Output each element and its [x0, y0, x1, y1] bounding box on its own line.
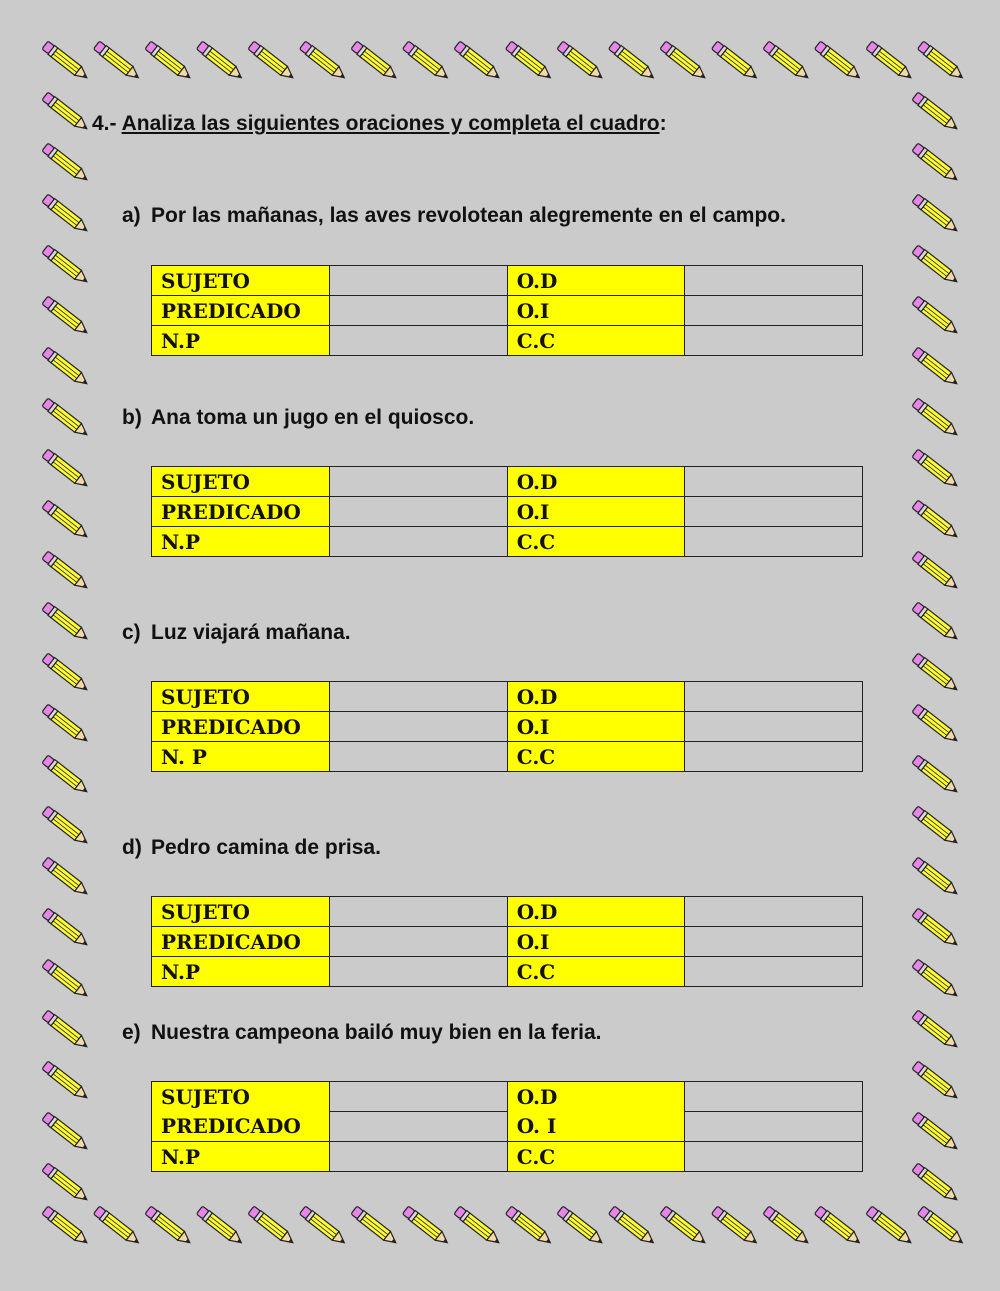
- analysis-table-b: [151, 466, 863, 557]
- label-np: N.P: [152, 527, 330, 557]
- analysis-table-e: [151, 1081, 863, 1172]
- pencil-icon: [912, 551, 961, 592]
- pencil-icon: [912, 1061, 961, 1102]
- label-oi: O.I: [507, 712, 684, 742]
- answer-cell-sujeto[interactable]: [329, 1082, 507, 1112]
- pencil-icon: [912, 296, 961, 337]
- pencil-icon: [912, 1112, 961, 1153]
- pencil-icon: [42, 92, 91, 133]
- pencil-icon: [866, 41, 915, 82]
- pencil-icon: [912, 1163, 961, 1204]
- label-predicado: PREDICADO: [152, 712, 330, 742]
- question-letter: e): [122, 1021, 141, 1044]
- pencil-icon: [196, 41, 245, 82]
- question-sentence: Pedro camina de prisa.: [151, 836, 381, 859]
- label-od: O.D: [507, 682, 684, 712]
- label-predicado: PREDICADO: [152, 497, 330, 527]
- pencil-icon: [912, 500, 961, 541]
- label-cc: C.C: [507, 1142, 684, 1172]
- answer-cell-predicado[interactable]: [329, 712, 507, 742]
- answer-cell-cc[interactable]: [685, 742, 863, 772]
- exercise-colon: :: [659, 112, 667, 135]
- pencil-icon: [763, 1206, 812, 1247]
- label-od: O.D: [507, 266, 684, 296]
- analysis-table-d: [151, 896, 863, 987]
- label-oi: O. I: [507, 1112, 684, 1142]
- pencil-icon: [912, 653, 961, 694]
- answer-cell-sujeto[interactable]: [329, 266, 507, 296]
- pencil-icon: [42, 347, 91, 388]
- pencil-icon: [763, 41, 812, 82]
- pencil-icon: [912, 92, 961, 133]
- label-oi: O.I: [507, 497, 684, 527]
- answer-cell-cc[interactable]: [685, 527, 863, 557]
- pencil-icon: [505, 41, 554, 82]
- pencil-icon: [912, 1010, 961, 1051]
- pencil-icon: [557, 1206, 606, 1247]
- pencil-icon: [351, 41, 400, 82]
- label-cc: C.C: [507, 957, 684, 987]
- pencil-icon: [454, 41, 503, 82]
- answer-cell-od[interactable]: [685, 266, 863, 296]
- pencil-icon: [299, 41, 348, 82]
- question-sentence: Por las mañanas, las aves revolotean alegremente en el campo.: [151, 204, 786, 227]
- answer-cell-oi[interactable]: [685, 1112, 863, 1142]
- question-b: [122, 406, 474, 430]
- pencil-icon: [42, 500, 91, 541]
- pencil-icon: [912, 908, 961, 949]
- pencil-icon: [42, 41, 91, 82]
- pencil-icon: [912, 347, 961, 388]
- pencil-icon: [248, 41, 297, 82]
- exercise-title: [92, 112, 667, 136]
- pencil-icon: [912, 449, 961, 490]
- question-letter: b): [122, 406, 142, 429]
- label-sujeto: SUJETO: [152, 1082, 330, 1112]
- label-np: N.P: [152, 957, 330, 987]
- question-a: [122, 204, 786, 228]
- answer-cell-sujeto[interactable]: [329, 467, 507, 497]
- exercise-instruction: Analiza las siguientes oraciones y completa el cuadro: [121, 112, 660, 135]
- pencil-icon: [912, 704, 961, 745]
- answer-cell-od[interactable]: [685, 682, 863, 712]
- pencil-icon: [912, 755, 961, 796]
- answer-cell-np[interactable]: [329, 957, 507, 987]
- label-np: N.P: [152, 326, 330, 356]
- answer-cell-oi[interactable]: [685, 712, 863, 742]
- question-sentence: Luz viajará mañana.: [151, 621, 351, 644]
- pencil-icon: [660, 41, 709, 82]
- pencil-icon: [42, 908, 91, 949]
- pencil-icon: [93, 41, 142, 82]
- label-predicado: PREDICADO: [152, 1112, 330, 1142]
- pencil-icon: [42, 857, 91, 898]
- exercise-number: 4.-: [92, 112, 117, 135]
- pencil-icon: [42, 449, 91, 490]
- answer-cell-np[interactable]: [329, 742, 507, 772]
- label-np: N. P: [152, 742, 330, 772]
- pencil-icon: [917, 41, 966, 82]
- label-sujeto: SUJETO: [152, 682, 330, 712]
- question-d: [122, 836, 381, 860]
- pencil-icon: [42, 1010, 91, 1051]
- label-sujeto: SUJETO: [152, 897, 330, 927]
- question-c: [122, 621, 351, 645]
- pencil-icon: [814, 41, 863, 82]
- pencil-icon: [42, 143, 91, 184]
- question-letter: c): [122, 621, 141, 644]
- pencil-icon: [912, 602, 961, 643]
- answer-cell-od[interactable]: [685, 897, 863, 927]
- pencil-icon: [912, 143, 961, 184]
- analysis-table-c: [151, 681, 863, 772]
- pencil-icon: [505, 1206, 554, 1247]
- pencil-icon: [42, 653, 91, 694]
- answer-cell-oi[interactable]: [685, 497, 863, 527]
- label-sujeto: SUJETO: [152, 266, 330, 296]
- label-sujeto: SUJETO: [152, 467, 330, 497]
- answer-cell-cc[interactable]: [685, 326, 863, 356]
- pencil-icon: [248, 1206, 297, 1247]
- pencil-icon: [42, 1061, 91, 1102]
- answer-cell-cc[interactable]: [685, 1142, 863, 1172]
- pencil-icon: [912, 194, 961, 235]
- answer-cell-predicado[interactable]: [329, 927, 507, 957]
- pencil-icon: [196, 1206, 245, 1247]
- pencil-icon: [402, 1206, 451, 1247]
- pencil-icon: [42, 1112, 91, 1153]
- label-predicado: PREDICADO: [152, 296, 330, 326]
- label-oi: O.I: [507, 296, 684, 326]
- question-sentence: Ana toma un jugo en el quiosco.: [151, 406, 475, 429]
- question-sentence: Nuestra campeona bailó muy bien en la feria.: [151, 1021, 602, 1044]
- pencil-icon: [912, 857, 961, 898]
- pencil-icon: [711, 41, 760, 82]
- answer-cell-sujeto[interactable]: [329, 682, 507, 712]
- answer-cell-predicado[interactable]: [329, 296, 507, 326]
- pencil-icon: [93, 1206, 142, 1247]
- pencil-icon: [557, 41, 606, 82]
- answer-cell-oi[interactable]: [685, 927, 863, 957]
- pencil-icon: [912, 245, 961, 286]
- pencil-icon: [608, 1206, 657, 1247]
- answer-cell-predicado[interactable]: [329, 497, 507, 527]
- label-oi: O.I: [507, 927, 684, 957]
- pencil-icon: [42, 1206, 91, 1247]
- pencil-icon: [351, 1206, 400, 1247]
- pencil-icon: [42, 194, 91, 235]
- pencil-icon: [711, 1206, 760, 1247]
- pencil-icon: [145, 1206, 194, 1247]
- pencil-icon: [145, 41, 194, 82]
- answer-cell-oi[interactable]: [685, 296, 863, 326]
- answer-cell-np[interactable]: [329, 1142, 507, 1172]
- pencil-icon: [912, 806, 961, 847]
- label-cc: C.C: [507, 527, 684, 557]
- answer-cell-od[interactable]: [685, 467, 863, 497]
- pencil-icon: [42, 551, 91, 592]
- pencil-icon: [42, 1163, 91, 1204]
- answer-cell-sujeto[interactable]: [329, 897, 507, 927]
- question-letter: d): [122, 836, 142, 859]
- pencil-icon: [42, 806, 91, 847]
- answer-cell-np[interactable]: [329, 326, 507, 356]
- pencil-icon: [660, 1206, 709, 1247]
- answer-cell-np[interactable]: [329, 527, 507, 557]
- label-od: O.D: [507, 467, 684, 497]
- label-od: O.D: [507, 897, 684, 927]
- pencil-icon: [42, 602, 91, 643]
- label-cc: C.C: [507, 742, 684, 772]
- answer-cell-predicado[interactable]: [329, 1112, 507, 1142]
- answer-cell-cc[interactable]: [685, 957, 863, 987]
- analysis-table-a: [151, 265, 863, 356]
- pencil-icon: [866, 1206, 915, 1247]
- question-e: [122, 1021, 601, 1045]
- pencil-icon: [814, 1206, 863, 1247]
- pencil-icon: [42, 296, 91, 337]
- pencil-icon: [42, 704, 91, 745]
- answer-cell-od[interactable]: [685, 1082, 863, 1112]
- pencil-icon: [608, 41, 657, 82]
- label-cc: C.C: [507, 326, 684, 356]
- pencil-icon: [42, 245, 91, 286]
- pencil-icon: [42, 959, 91, 1000]
- pencil-icon: [912, 959, 961, 1000]
- question-letter: a): [122, 204, 141, 227]
- pencil-icon: [917, 1206, 966, 1247]
- pencil-icon: [402, 41, 451, 82]
- label-predicado: PREDICADO: [152, 927, 330, 957]
- pencil-icon: [299, 1206, 348, 1247]
- label-np: N.P: [152, 1142, 330, 1172]
- pencil-icon: [912, 398, 961, 439]
- pencil-icon: [454, 1206, 503, 1247]
- pencil-icon: [42, 755, 91, 796]
- label-od: O.D: [507, 1082, 684, 1112]
- pencil-icon: [42, 398, 91, 439]
